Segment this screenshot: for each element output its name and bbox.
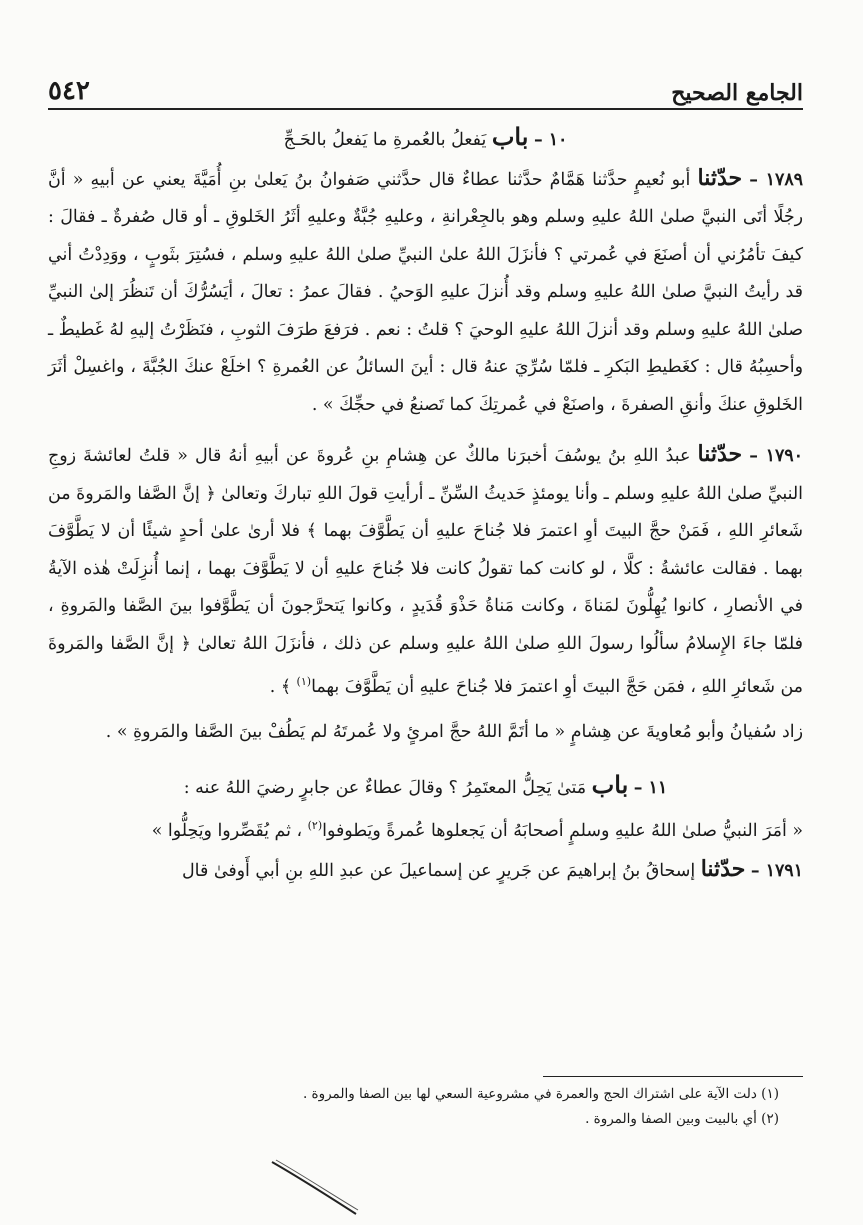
chapter-number: ١٠ – — [533, 130, 568, 150]
chapter-bab-word: باب — [591, 769, 629, 799]
chapter-11-quote — [48, 807, 803, 850]
page-number: ٥٤٢ — [48, 76, 90, 106]
hadith-text-end: ﴾ . — [269, 676, 292, 697]
chapter-bab-word: باب — [491, 122, 529, 151]
chapter-heading-11 — [48, 766, 803, 808]
main-text — [48, 118, 803, 890]
hadith-number: ١٧٩٠ – — [749, 446, 803, 466]
footnote-1: (١) دلت الآية على اشتراك الحج والعمرة في مشروعية السعي لها بين الصفا والمروة . — [302, 1086, 779, 1102]
running-head — [48, 68, 803, 106]
chapter-title: يَفعلُ بالعُمرةِ ما يَفعلُ بالحَـجِّ — [283, 130, 487, 150]
zad-paragraph: زاد سُفيانُ وأبو مُعاويةَ عن هِشامٍ « ما أتَمَّ اللهُ حجَّ امرئٍ ولا عُمرتَهُ لم يَطُفْ بينَ الصَّفا والمَروةِ » . — [105, 722, 803, 743]
hadith-number: ١٧٨٩ – — [749, 169, 804, 190]
footnote-marker: (٢) — [307, 819, 323, 833]
quote-text: « أمَرَ النبيُّ صلىٰ اللهُ عليهِ وسلمٍ أصحابَهُ أن يَجعلوها عُمرةً ويَطوفوا — [322, 821, 803, 842]
book-title: الجامع الصحيح — [671, 80, 803, 106]
hadith-1791 — [48, 851, 803, 891]
hadith-text: إسحاقُ بنُ إبراهيمَ عن جَريرٍ عن إسماعيلَ عن عبدِ اللهِ بنِ أبي أَوفىٰ قال — [182, 860, 696, 881]
hadith-text: عبدُ اللهِ بنُ يوسُفَ أخبرَنا مالكٌ عن هِشامِ بنِ عُروةَ عن أبيهِ أنهُ قال « قلتُ لعائشةَ زوجِ النبيِّ صلىٰ اللهُ عليهِ وسلم ـ وأنا يومئذٍ حَديثُ السِّنِّ ـ أرأيتِ قولَ اللهِ تباركَ وتعالىٰ ﴿ إنَّ الصَّفا والمَروةَ من شَعائرِ اللهِ ، فَمَنْ حجَّ البيتَ أوِ اعتمرَ فلا جُناحَ عليهِ أن يَطَّوَّفَ بهما ﴾ فلا أرىٰ علىٰ أحدٍ شيئًا أن لا يَطَّوَّفَ بهما . فقالت عائشةُ : كلَّا ، لو كانت كما تقولُ كانت فلا جُناحَ عليهِ أن لا يَطَّوَّفَ بهما ، إنما أُنزِلَتْ هٰذه الآيةُ في الأنصارِ ، كانوا يُهِلُّونَ لمَناةَ ، وكانت مَناةُ حَذْوَ قُدَيدٍ ، وكانوا يَتحرَّجونَ أن يَطَّوَّفوا بينَ الصَّفا والمَروةِ ، فلمّا جاءَ الإِسلامُ سألُوا رسولَ اللهِ صلىٰ اللهُ عليهِ وسلم عن ذلك ، فأنزَلَ اللهُ تعالىٰ ﴿ إنَّ الصَّفا والمَروةَ من شَعائرِ اللهِ ، فمَن حَجَّ البيتَ أوِ اعتمرَ فلا جُناحَ عليهِ أن يَطَّوَّفَ بهما — [48, 446, 803, 697]
header-rule — [48, 108, 803, 110]
hadith-1789 — [48, 160, 803, 425]
hadith-text: أبو نُعيمٍ حدَّثنا هَمَّامٌ حدَّثنا عطاءٌ قال حدَّثني صَفوانُ بنُ يَعلىٰ بنِ أُمَيَّةَ يعني عن أبيهِ « أنَّ رجُلًا أتَى النبيَّ صلىٰ اللهُ عليهِ وسلم وهو بالجِعْرانةِ ، وعليهِ جُبَّةٌ وعليهِ أثَرُ الخَلوقِ ـ أو قال صُفرةٌ ـ فقالَ : كيفَ تأمُرُني أن أصنَعَ في عُمرتي ؟ فأنزَلَ اللهُ علىٰ النبيِّ صلىٰ اللهُ عليهِ وسلم ، فسُتِرَ بثَوبٍ ، ووَدِدْتُ أني قد رأيتُ النبيَّ صلىٰ اللهُ عليهِ وسلم وقد أُنزلَ عليهِ الوَحيُ . فقالَ عمرُ : تعالَ ، أيَسُرُّكَ أن تَنظُرَ إلىٰ النبيِّ صلىٰ اللهُ عليهِ وسلم وقد أنزلَ اللهُ عليهِ الوحيَ ؟ قلتُ : نعم . فرَفعَ طرَفَ الثوبِ ، فنَظَرْتُ إليهِ لهُ غَطيطٌ ـ وأحسِبُهُ قال : كغَطيطِ البَكرِ ـ فلمّا سُرِّيَ عنهُ قال : أينَ السائلُ عن العُمرةِ ؟ اخلَعْ عنكَ الجُبَّةَ ، واغسِلْ أثَرَ الخَلوقِ عنكَ وأنقِ الصفرةَ ، واصنَعْ في عُمرتِكَ كما تَصنعُ في حجِّكَ » . — [48, 169, 803, 415]
quote-text-end: ، ثم يُقَصِّروا ويَحِلُّوا » — [151, 821, 303, 842]
haddathana-word: حدّثنا — [700, 855, 746, 882]
hadith-1790 — [48, 436, 803, 706]
chapter-heading-10 — [48, 118, 803, 160]
footnote-marker: (١) — [296, 675, 312, 688]
chapter-title: مَتىٰ يَحِلُّ المعتَمِرُ ؟ وقالَ عطاءٌ عن جابرٍ رضيَ اللهُ عنه : — [183, 777, 587, 798]
footnote-2: (٢) أي بالبيت وبين الصفا والمروة . — [585, 1111, 779, 1127]
footnotes — [48, 1082, 779, 1132]
footnote-rule — [543, 1076, 803, 1077]
hadith-number: ١٧٩١ – — [750, 860, 803, 881]
haddathana-word: حدّثنا — [697, 164, 743, 191]
haddathana-word: حدّثنا — [697, 441, 743, 467]
scan-mark-stroke — [270, 1158, 360, 1218]
chapter-number: ١١ – — [633, 777, 668, 798]
